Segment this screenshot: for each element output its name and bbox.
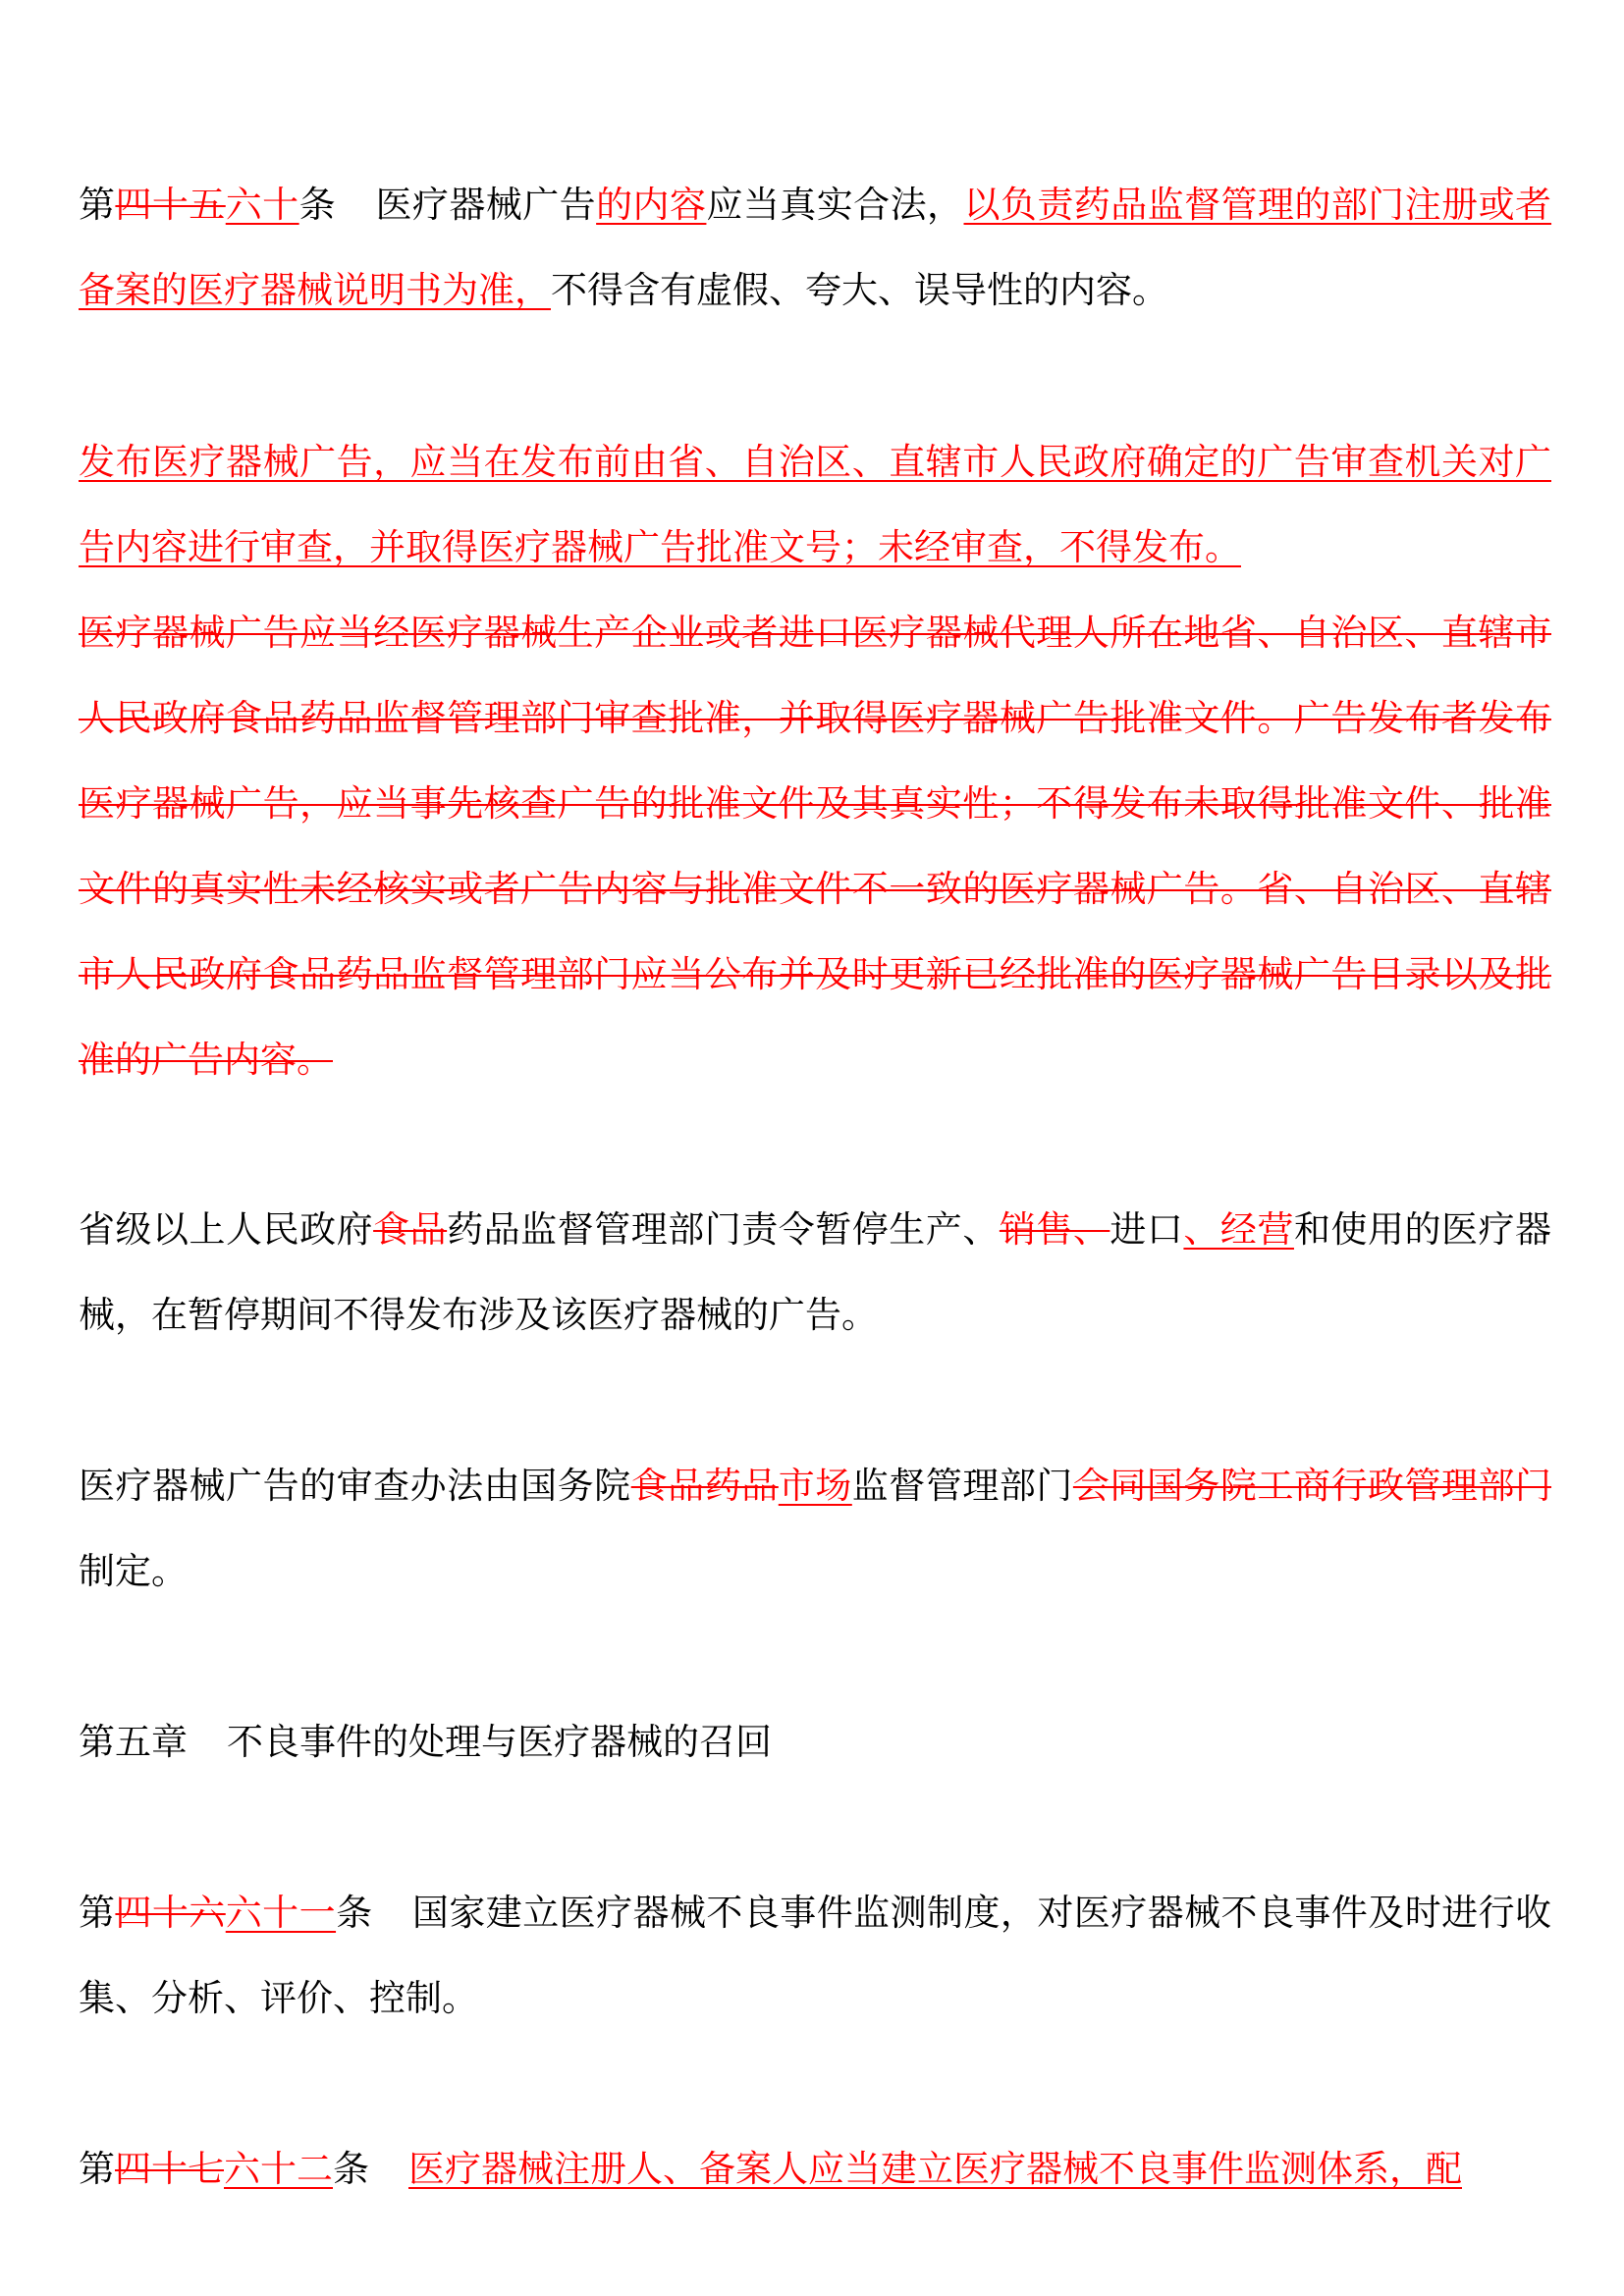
article-suffix: 条 bbox=[333, 2148, 369, 2190]
deleted-article-number: 四十六 bbox=[115, 1892, 226, 1934]
chapter-title: 不良事件的处理与医疗器械的召回 bbox=[227, 1721, 772, 1763]
deleted-text: 医疗器械广告应当经医疗器械生产企业或者进口医疗器械代理人所在地省、自治区、直辖市人民政府食品药品监督管理部门审查批准，并取得医疗器械广告批准文件。广告发布者发布医疗器械广告，应当事先核查广告的批准文件及其真实性；不得发布未取得批准文件、批准文件的真实性未经核实或者广告内容与批准文件不一致的医疗器械广告。省、自治区、直辖市人民政府食品药品监督管理部门应当公布并及时更新已经批准的医疗器械广告目录以及批准的广告内容。 bbox=[79, 612, 1551, 1081]
article-suffix: 条 bbox=[336, 1892, 373, 1934]
deleted-text: 会同国务院工商行政管理部门 bbox=[1072, 1465, 1552, 1507]
deleted-text: 食品 bbox=[373, 1208, 448, 1251]
text-run: 国家建立医疗器械不良事件监测制度，对医疗器械不良事件及时进行收集、分析、评价、控制。 bbox=[79, 1892, 1552, 2019]
text-run: 医疗器械广告的审查办法由国务院 bbox=[79, 1465, 631, 1507]
suspend-paragraph bbox=[79, 1187, 1551, 1358]
article-prefix: 第 bbox=[79, 184, 116, 226]
text-run: 医疗器械广告 bbox=[375, 184, 597, 226]
inserted-paragraph bbox=[79, 419, 1551, 590]
deleted-article-number: 四十五 bbox=[115, 184, 226, 226]
text-run: 进口 bbox=[1110, 1208, 1184, 1251]
article-60 bbox=[79, 162, 1551, 333]
inserted-text: 以负责药品监督管理的部门注册或者备案的医疗器械说明书为准， bbox=[79, 184, 1552, 311]
inserted-text: 市场 bbox=[778, 1465, 852, 1507]
inserted-article-number: 六十一 bbox=[225, 1892, 337, 1934]
inserted-text: 的内容 bbox=[596, 184, 707, 226]
article-prefix: 第 bbox=[79, 2148, 115, 2190]
chapter-label: 第五章 bbox=[79, 1721, 188, 1763]
text-run: 和使用的医疗器械，在暂停期间不得发布涉及该医疗器械的广告。 bbox=[79, 1208, 1552, 1336]
text-run: 药品监督管理部门责令暂停生产、 bbox=[447, 1208, 1000, 1251]
inserted-article-number: 六十二 bbox=[224, 2148, 333, 2190]
deleted-text: 食品药品 bbox=[630, 1465, 779, 1507]
text-run: 监督管理部门 bbox=[851, 1465, 1073, 1507]
deleted-paragraph bbox=[79, 590, 1551, 1102]
article-suffix: 条 bbox=[298, 184, 337, 226]
inserted-article-number: 六十 bbox=[225, 184, 299, 226]
inserted-text: 医疗器械注册人、备案人应当建立医疗器械不良事件监测体系，配 bbox=[408, 2148, 1462, 2190]
text-run: 省级以上人民政府 bbox=[79, 1208, 374, 1251]
text-run: 不得含有虚假、夸大、误导性的内容。 bbox=[551, 269, 1168, 311]
chapter-heading bbox=[79, 1699, 1551, 1785]
text-run: 应当真实合法， bbox=[706, 184, 964, 226]
inserted-text: 发布医疗器械广告，应当在发布前由省、自治区、直辖市人民政府确定的广告审查机关对广告内容进行审查，并取得医疗器械广告批准文号；未经审查，不得发布。 bbox=[79, 441, 1551, 568]
inserted-text: 、经营 bbox=[1183, 1208, 1294, 1251]
deleted-text: 销售、 bbox=[999, 1208, 1110, 1251]
article-62 bbox=[79, 2126, 1551, 2212]
review-paragraph bbox=[79, 1443, 1551, 1614]
article-prefix: 第 bbox=[79, 1892, 116, 1934]
article-61 bbox=[79, 1870, 1551, 2041]
text-run: 制定。 bbox=[79, 1550, 188, 1592]
deleted-article-number: 四十七 bbox=[115, 2148, 224, 2190]
